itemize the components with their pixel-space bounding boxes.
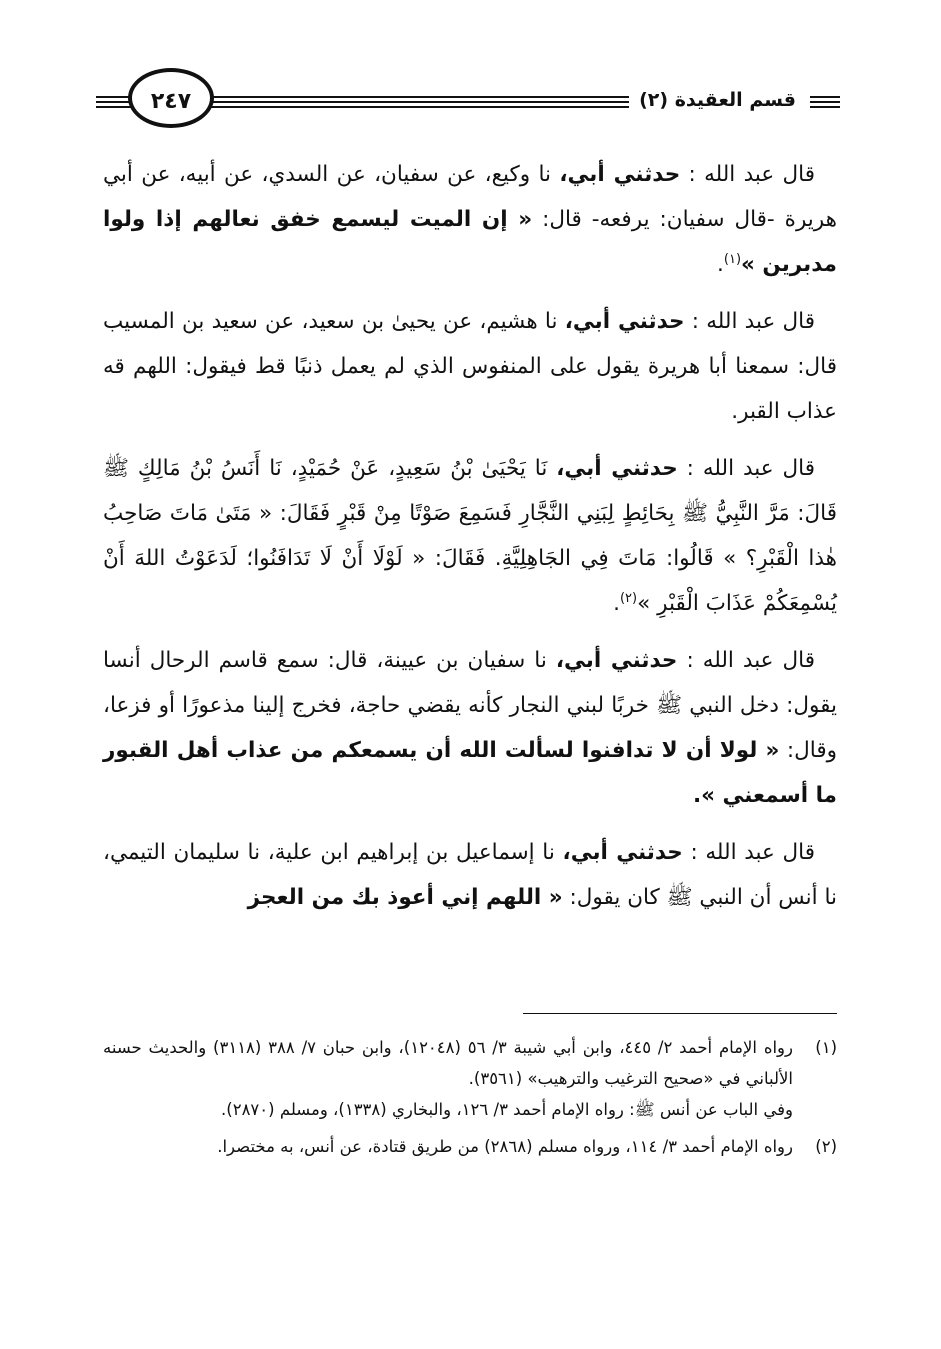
footnote-line: رواه الإمام أحمد ٢/ ٤٤٥، وابن أبي شيبة ٣/ ٥٦ (١٢٠٤٨)، وابن حبان ٧/ ٣٨٨ (٣١١٨) والحديث حسنه الألباني في «صحيح الترغيب والترهيب» (٣٥٦١). [103,1038,793,1088]
footnote-ref: (٢) [619,590,638,606]
footnote-number: (١) [815,1038,837,1057]
footnote-line: وفي الباب عن أنس ﷺ: رواه الإمام أحمد ٣/ ١٢٦، والبخاري (١٣٣٨)، ومسلم (٢٨٧٠). [221,1100,793,1119]
section-title: قسم العقيدة (٢) [629,86,810,114]
footnote-ref: (١) [723,251,742,267]
paragraph: قال عبد الله : حدثني أبي، نا هشيم، عن يحيىٰ بن سعيد، عن سعيد بن المسيب قال: سمعنا أبا هريرة يقول على المنفوس الذي لم يعمل ذنبًا قط فيقول: اللهم قه عذاب القبر. [103,309,837,424]
footnote-separator [523,1013,837,1014]
paragraph: قال عبد الله : حدثني أبي، نا سفيان بن عيينة، قال: سمع قاسم الرحال أنسا يقول: دخل النبي ﷺ خربًا لبني النجار كأنه يقضي حاجة، فخرج إلينا مذعورًا أو فزعا، وقال: « لولا أن لا تدافنوا لسألت الله أن يسمعكم من عذاب أهل القبور ما أسمعني ». [103,648,837,808]
paragraph: قال عبد الله : حدثني أبي، نا وكيع، عن سفيان، عن السدي، عن أبيه، عن أبي هريرة -قال سفيان: يرفعه- قال: « إن الميت ليسمع خفق نعالهم إذا ولوا مدبرين »$^{(١)}$. [103,162,837,277]
main-text [103,152,837,932]
footnote-number: (٢) [815,1137,837,1156]
page-number: ٢٤٧ [128,68,214,128]
footnote [103,1032,837,1125]
page-header [96,68,840,130]
footnote [103,1131,837,1162]
paragraph: قال عبد الله : حدثني أبي، نَا يَحْيَىٰ بْنُ سَعِيدٍ، عَنْ حُمَيْدٍ، نَا أَنَسُ بْنُ مَالِكٍ ﷺ قَالَ: مَرَّ النَّبِيُّ ﷺ بِحَائِطٍ لِبَنِي النَّجَّارِ فَسَمِعَ صَوْتًا مِنْ قَبْرٍ فَقَالَ: « مَتَىٰ مَاتَ صَاحِبُ هٰذا الْقَبْرِ؟ » قَالُوا: مَاتَ فِي الجَاهِلِيَّةِ. فَقَالَ: « لَوْلَا أَنْ لَا تَدَافَنُوا؛ لَدَعَوْتُ اللهَ أَنْ يُسْمِعَكُمْ عَذَابَ الْقَبْرِ »$^{(٢)}$. [103,456,837,616]
paragraph: قال عبد الله : حدثني أبي، نا إسماعيل بن إبراهيم ابن علية، نا سليمان التيمي، نا أنس أن النبي ﷺ كان يقول: « اللهم إني أعوذ بك من العجز [103,840,837,910]
footnotes [103,1032,837,1168]
footnote-line: رواه الإمام أحمد ٣/ ١١٤، ورواه مسلم (٢٨٦٨) من طريق قتادة، عن أنس، به مختصرا. [217,1137,793,1156]
